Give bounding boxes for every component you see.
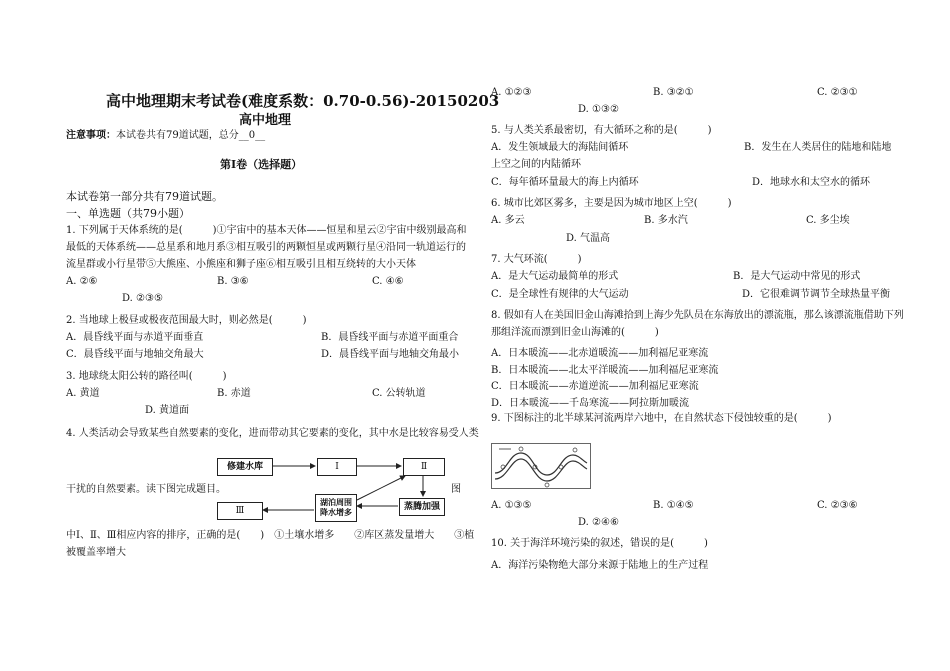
q4-line3: 中Ⅰ、Ⅱ、Ⅲ相应内容的排序，正确的是( ) ①土壤水增多 ②库区蒸发量增大 ③植: [66, 530, 475, 541]
q2-option-c: C．晨昏线平面与地轴交角最大: [66, 349, 204, 360]
q8-option-a: A．日本暖流——北赤道暖流——加利福尼亚寒流: [491, 348, 709, 359]
q5-option-b-cont: 上空之间的内陆循环: [491, 159, 581, 170]
intro-text: 本试卷第一部分共有79道试题。: [66, 190, 223, 203]
q1-option-a: A. ②⑥: [66, 276, 98, 287]
q2-option-a: A．晨昏线平面与赤道平面垂直: [66, 332, 204, 343]
section-heading: 第I卷（选择题）: [220, 158, 303, 171]
diagram-box-ii: Ⅱ: [403, 458, 445, 476]
notice: [66, 131, 265, 141]
q4-option-d: D. ①③②: [578, 104, 619, 115]
q10-stem: 10. 关于海洋环境污染的叙述，错误的是( ): [491, 538, 708, 549]
q1-line2: 最低的天体系统——总星系和地月系③相互吸引的两颗恒星或两颗行星④沿同一轨道运行的: [66, 242, 466, 253]
diagram-box-more-precipitation: 湖泊周围 降水增多: [315, 494, 357, 522]
q4-line2: 干扰的自然要素。读下图完成题目。: [66, 484, 226, 495]
q8-option-c: C．日本暖流——赤道逆流——加利福尼亚寒流: [491, 381, 699, 392]
q8-line2: 那组洋流而漂到旧金山海滩的( ): [491, 327, 659, 338]
q10-option-a: A．海洋污染物绝大部分来源于陆地上的生产过程: [491, 560, 709, 571]
part-heading: 一、单选题（共79小题）: [66, 207, 190, 220]
q1-option-c: C. ④⑥: [372, 276, 404, 287]
q7-option-b: B．是大气运动中常见的形式: [733, 271, 861, 282]
q6-option-b: B. 多水汽: [644, 215, 688, 226]
q2-stem: 2. 当地球上极昼或极夜范围最大时，则必然是( ): [66, 315, 307, 326]
q2-option-d: D．晨昏线平面与地轴交角最小: [321, 349, 460, 360]
q4-line4: 被覆盖率增大: [66, 547, 126, 558]
q9-option-b: B. ①④⑤: [653, 500, 694, 511]
q7-option-d: D．它很难调节调节全球热量平衡: [742, 289, 891, 300]
q4-figure-label: 图: [451, 484, 461, 495]
q9-option-a: A. ①③⑤: [491, 500, 532, 511]
diagram-box-transpiration: 蒸腾加强: [399, 498, 445, 516]
q1-option-d: D. ②③⑤: [122, 293, 163, 304]
q3-stem: 3. 地球绕太阳公转的路径叫( ): [66, 371, 227, 382]
q4-option-b: B. ③②①: [653, 87, 694, 98]
river-meander-figure: [491, 443, 591, 489]
q9-option-c: C. ②③⑥: [817, 500, 858, 511]
q1-option-b: B. ③⑥: [217, 276, 249, 287]
q4-option-a: A. ①②③: [491, 87, 532, 98]
q7-stem: 7. 大气环流( ): [491, 254, 582, 265]
diagram-box-build-reservoir: 修建水库: [217, 458, 273, 476]
q7-option-c: C．是全球性有规律的大气运动: [491, 289, 629, 300]
notice-label: 注意事项：: [66, 130, 116, 141]
q5-stem: 5. 与人类关系最密切，有大循环之称的是( ): [491, 125, 712, 136]
q1-line1: 1. 下列属于天体系统的是( )①宇宙中的基本天体——恒星和星云②宇宙中级别最高和: [66, 225, 467, 236]
q6-option-c: C. 多尘埃: [806, 215, 850, 226]
q9-option-d: D. ②④⑥: [578, 517, 619, 528]
q2-option-b: B．晨昏线平面与赤道平面重合: [321, 332, 459, 343]
q6-option-a: A. 多云: [491, 215, 525, 226]
notice-text: 本试卷共有79道试题，总分__0__: [116, 130, 266, 141]
q5-option-c: C．每年循环量最大的海上内循环: [491, 177, 639, 188]
q3-option-a: A. 黄道: [66, 388, 100, 399]
q8-option-d: D．日本暖流——千岛寒流——阿拉斯加暖流: [491, 398, 690, 409]
q3-option-b: B. 赤道: [217, 388, 251, 399]
q5-option-b: B．发生在人类居住的陆地和陆地: [744, 142, 892, 153]
q3-option-d: D. 黄道面: [145, 405, 190, 416]
q4-option-c: C. ②③①: [817, 87, 858, 98]
q6-option-d: D. 气温高: [566, 233, 611, 244]
q4-line1: 4. 人类活动会导致某些自然要素的变化，进而带动其它要素的变化，其中水是比较容易受人类: [66, 428, 479, 439]
q5-option-d: D．地球水和太空水的循环: [752, 177, 871, 188]
q3-option-c: C. 公转轨道: [372, 388, 426, 399]
q5-option-a: A．发生领域最大的海陆间循环: [491, 142, 629, 153]
exam-title: 高中地理期末考试卷(难度系数：0.70-0.56)-20150203: [106, 92, 500, 110]
diagram-box-i: I: [317, 458, 357, 476]
diagram-box-iii: Ⅲ: [217, 502, 263, 520]
q8-option-b: B．日本暖流——北太平洋暖流——加利福尼亚寒流: [491, 365, 719, 376]
q1-line3: 流星群或小行星带⑤大熊座、小熊座和狮子座⑥相互吸引且相互绕转的大小天体: [66, 259, 416, 270]
q8-line1: 8. 假如有人在美国旧金山海滩拾到上海少先队员在东海放出的漂流瓶，那么该漂流瓶借助下列: [491, 310, 904, 321]
q7-option-a: A．是大气运动最简单的形式: [491, 271, 619, 282]
q6-stem: 6. 城市比郊区雾多，主要是因为城市地区上空( ): [491, 198, 732, 209]
subject-title: 高中地理: [239, 113, 292, 128]
q9-stem: 9. 下图标注的北半球某河流两岸六地中，在自然状态下侵蚀较重的是( ): [491, 413, 832, 424]
